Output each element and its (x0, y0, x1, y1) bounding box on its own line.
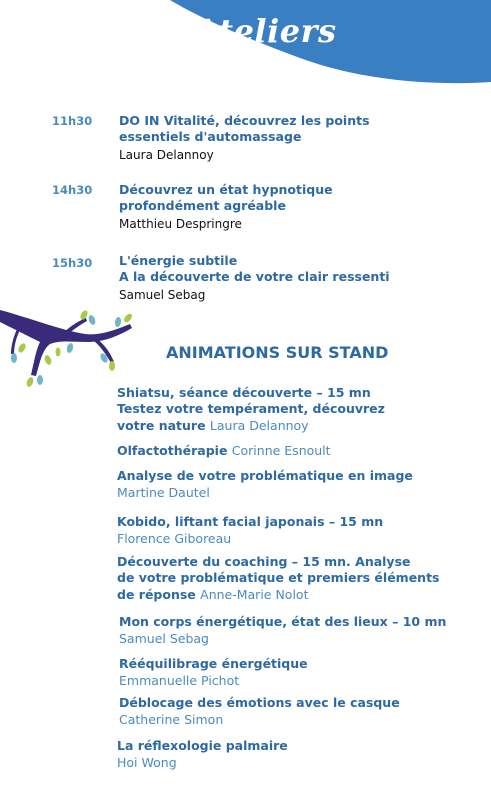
workshop-person: Laura Delannoy (119, 148, 214, 162)
stand-item-line: de votre problématique et premiers éléments (117, 570, 440, 585)
stand-item (117, 514, 477, 548)
stand-item-text: de réponse (117, 587, 196, 602)
stand-item-line: Déblocage des émotions avec le casque (119, 695, 400, 710)
stand-item-line: Testez votre tempérament, découvrez (117, 401, 385, 416)
stand-item-person: Catherine Simon (119, 712, 224, 727)
stand-item-line (117, 586, 477, 604)
stand-item (117, 385, 477, 435)
workshop-person: Matthieu Despringre (119, 217, 242, 231)
workshop-title-line: DO IN Vitalité, découvrez les points (119, 113, 370, 128)
stand-item-person: Corinne Esnoult (231, 443, 331, 458)
stand-item-line: Rééquilibrage énergétique (119, 656, 308, 671)
stand-item-line: Découverte du coaching – 15 mn. Analyse (117, 554, 411, 569)
workshop-item (119, 113, 449, 164)
branch-illustration (0, 300, 140, 395)
stand-item-line: La réflexologie palmaire (117, 738, 288, 753)
workshop-title-line: A la découverte de votre clair ressenti (119, 269, 390, 284)
stand-item-line (117, 417, 477, 435)
stand-item-person: Laura Delannoy (209, 418, 309, 433)
workshop-time: 14h30 (52, 183, 93, 197)
workshop-title-line: essentiels d'automassage (119, 129, 302, 144)
stand-item-line (117, 442, 477, 460)
workshop-title-line: L'énergie subtile (119, 253, 238, 268)
stand-item-person: Florence Giboreau (117, 531, 232, 546)
stand-item (119, 656, 479, 690)
stand-item-line: Analyse de votre problématique en image (117, 468, 413, 483)
stand-item-person: Martine Dautel (117, 485, 210, 500)
stand-item (117, 442, 477, 460)
stand-item-text: votre nature (117, 418, 206, 433)
workshop-title-line: profondément agréable (119, 198, 286, 213)
section-title: ANIMATIONS SUR STAND (166, 343, 389, 362)
stand-item (117, 738, 477, 772)
stand-item-person: Samuel Sebag (119, 631, 209, 646)
stand-item-line: Shiatsu, séance découverte – 15 mn (117, 385, 371, 400)
workshop-title-line: Découvrez un état hypnotique (119, 182, 333, 197)
stand-item (117, 554, 477, 604)
stand-item-person: Emmanuelle Pichot (119, 673, 240, 688)
workshop-time: 11h30 (52, 114, 93, 128)
stand-item (119, 695, 479, 729)
stand-item-line: Mon corps énergétique, état des lieux – 10 mn (119, 614, 447, 629)
workshop-person: Samuel Sebag (119, 288, 206, 302)
workshop-time: 15h30 (52, 256, 93, 270)
stand-item-line: Kobido, liftant facial japonais – 15 mn (117, 514, 384, 529)
workshop-item (119, 253, 449, 304)
page-title: Ateliers (193, 12, 337, 50)
stand-item-person: Hoi Wong (117, 755, 177, 770)
stand-item-person: Anne-Marie Nolot (200, 587, 309, 602)
stand-item (117, 468, 477, 502)
stand-item-text: Olfactothérapie (117, 443, 228, 458)
workshop-item (119, 182, 449, 233)
stand-item (119, 614, 479, 648)
